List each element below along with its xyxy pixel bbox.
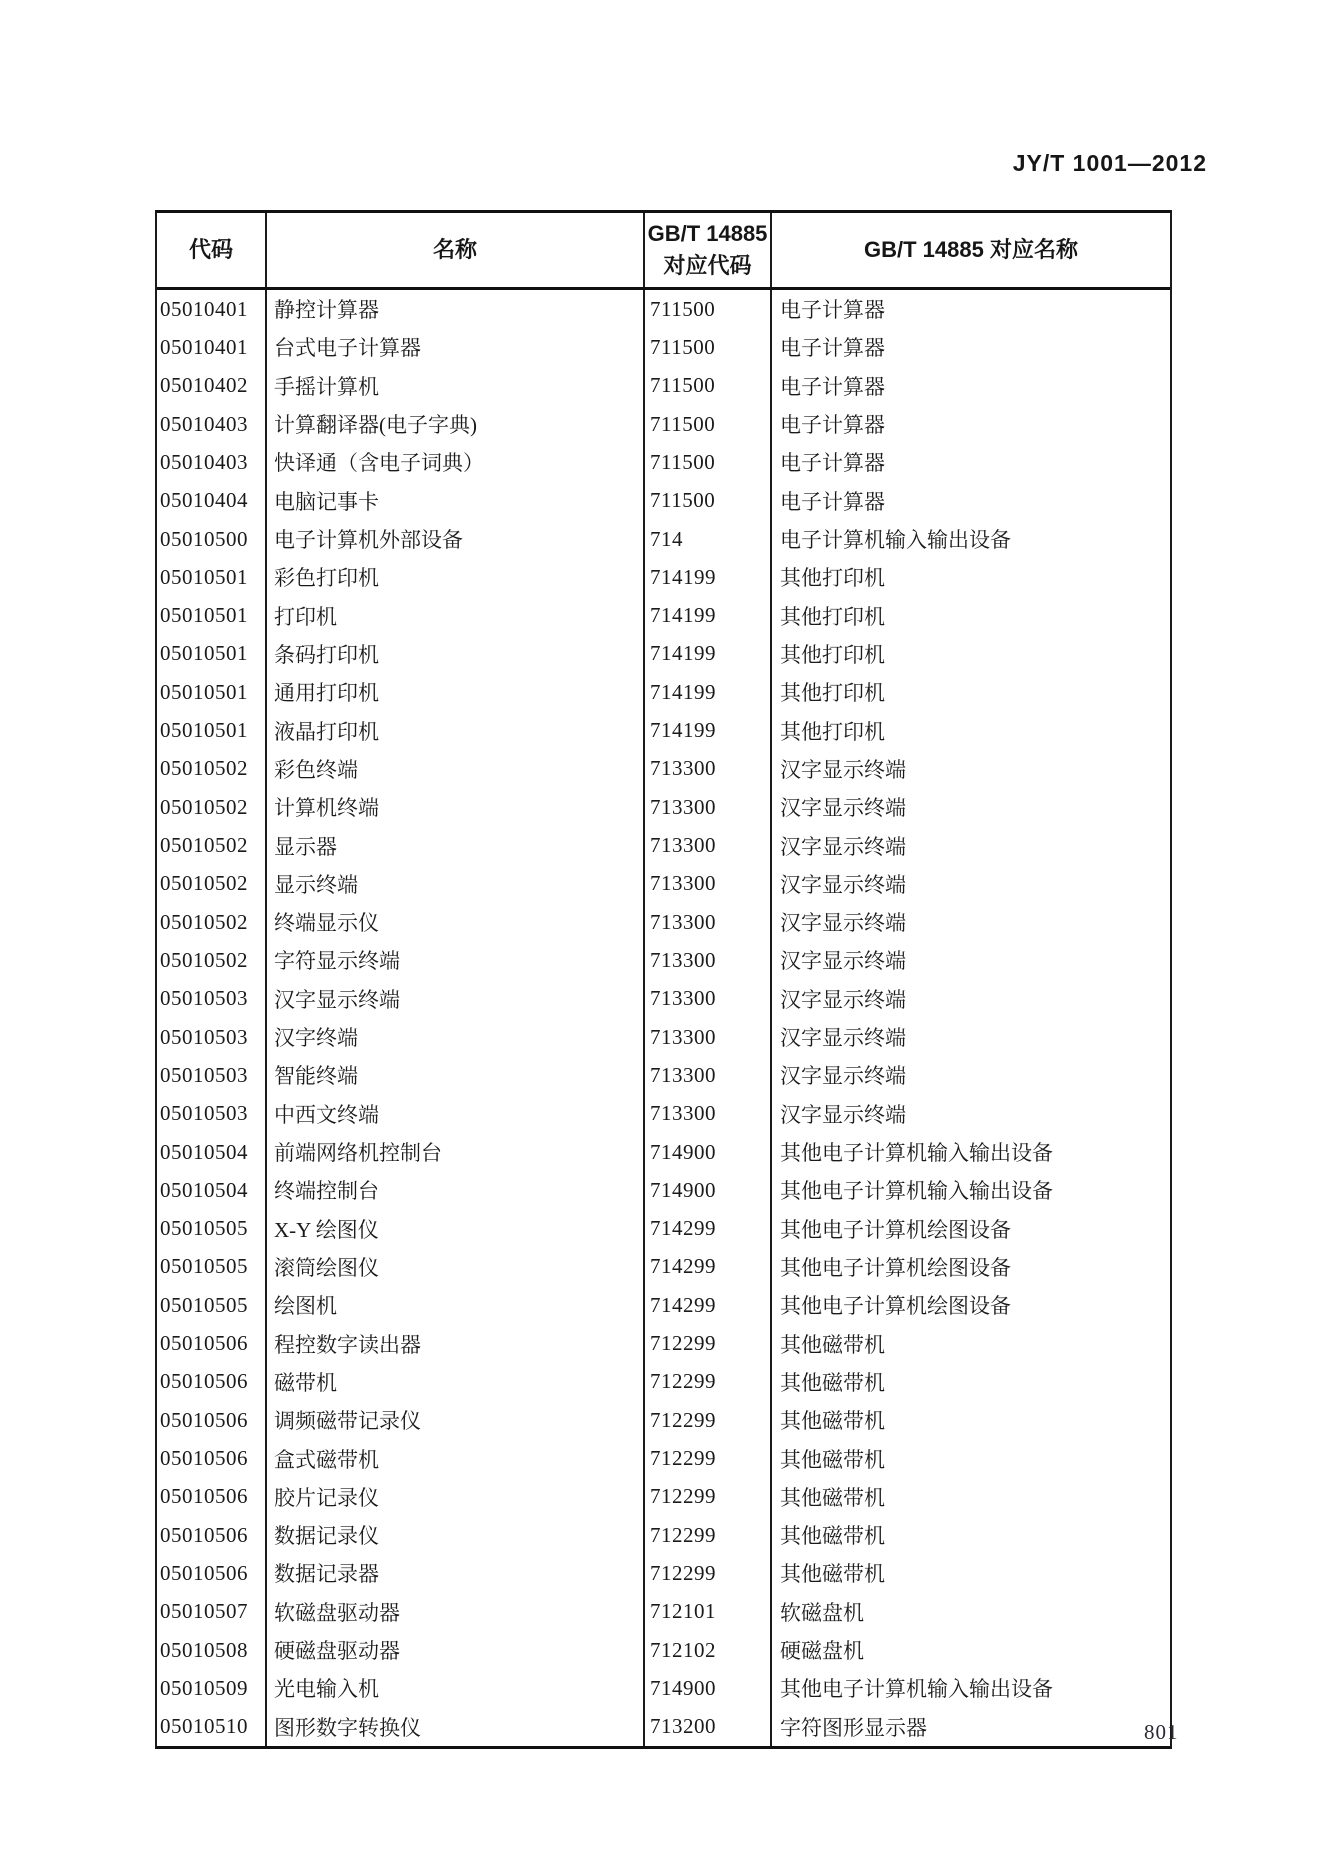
table-row [157, 903, 1170, 941]
cell-gbt-code: 714199 [645, 673, 772, 711]
table-row [157, 1631, 1170, 1669]
cell-gbt-code: 713300 [645, 1095, 772, 1133]
header-gbt-code [645, 213, 772, 287]
cell-code: 05010506 [157, 1439, 267, 1477]
cell-gbt-code: 713300 [645, 750, 772, 788]
cell-code: 05010501 [157, 711, 267, 749]
cell-code: 05010403 [157, 443, 267, 481]
cell-gbt-name: 其他打印机 [780, 719, 885, 744]
cell-name: 数据记录器 [267, 1554, 645, 1592]
cell-name: 图形数字转换仪 [267, 1708, 645, 1746]
cell-name: 终端控制台 [267, 1171, 645, 1209]
cell-name: 滚筒绘图仪 [267, 1248, 645, 1286]
cell-name: 彩色终端 [267, 750, 645, 788]
cell-gbt-code: 711500 [645, 328, 772, 366]
header-gbt-name: GB/T 14885 对应名称 [864, 237, 1078, 262]
cell-gbt-name: 其他打印机 [780, 642, 885, 667]
cell-gbt-name: 其他电子计算机输入输出设备 [780, 1141, 1053, 1166]
table-row [157, 750, 1170, 788]
cell-name: 手摇计算机 [267, 367, 645, 405]
cell-gbt-name: 其他磁带机 [780, 1562, 885, 1587]
cell-gbt-code: 711500 [645, 482, 772, 520]
cell-name: X-Y 绘图仪 [267, 1210, 645, 1248]
cell-code: 05010504 [157, 1133, 267, 1171]
cell-gbt-name: 汉字显示终端 [780, 1026, 906, 1051]
cell-gbt-code: 712299 [645, 1516, 772, 1554]
cell-name: 程控数字读出器 [267, 1324, 645, 1362]
cell-name: 硬磁盘驱动器 [267, 1631, 645, 1669]
cell-code: 05010502 [157, 750, 267, 788]
cell-gbt-name: 其他磁带机 [780, 1332, 885, 1357]
table-row [157, 941, 1170, 979]
table-row [157, 597, 1170, 635]
cell-gbt-name: 汉字显示终端 [780, 834, 906, 859]
cell-name: 显示终端 [267, 865, 645, 903]
table-row [157, 1286, 1170, 1324]
cell-gbt-name: 汉字显示终端 [780, 987, 906, 1012]
cell-code: 05010505 [157, 1286, 267, 1324]
table-row [157, 1018, 1170, 1056]
cell-gbt-code: 712299 [645, 1554, 772, 1592]
cell-gbt-code: 714900 [645, 1171, 772, 1209]
table-row [157, 1401, 1170, 1439]
cell-gbt-name: 其他打印机 [780, 681, 885, 706]
cell-gbt-name: 其他磁带机 [780, 1524, 885, 1549]
header-name: 名称 [267, 213, 645, 287]
cell-code: 05010402 [157, 367, 267, 405]
table-row [157, 826, 1170, 864]
cell-gbt-name: 其他电子计算机绘图设备 [780, 1294, 1011, 1319]
cell-gbt-name: 其他磁带机 [780, 1485, 885, 1510]
table-row [157, 1554, 1170, 1592]
cell-name: 彩色打印机 [267, 558, 645, 596]
doc-number: JY/T 1001—2012 [1012, 150, 1207, 176]
cell-gbt-name: 电子计算器 [780, 374, 885, 399]
table-row [157, 1056, 1170, 1094]
cell-code: 05010506 [157, 1478, 267, 1516]
cell-gbt-name: 汉字显示终端 [780, 796, 906, 821]
cell-code: 05010502 [157, 941, 267, 979]
cell-gbt-name: 字符图形显示器 [780, 1715, 927, 1740]
cell-code: 05010503 [157, 1056, 267, 1094]
cell-code: 05010502 [157, 865, 267, 903]
table-row [157, 328, 1170, 366]
cell-code: 05010506 [157, 1363, 267, 1401]
cell-name: 计算机终端 [267, 788, 645, 826]
cell-gbt-name: 电子计算器 [780, 489, 885, 514]
cell-gbt-code: 713300 [645, 941, 772, 979]
cell-gbt-code: 714199 [645, 558, 772, 596]
cell-code: 05010506 [157, 1401, 267, 1439]
table-row [157, 1363, 1170, 1401]
cell-code: 05010502 [157, 903, 267, 941]
cell-name: 显示器 [267, 826, 645, 864]
table-row [157, 520, 1170, 558]
cell-gbt-name: 其他电子计算机绘图设备 [780, 1217, 1011, 1242]
cell-code: 05010510 [157, 1708, 267, 1746]
cell-gbt-name: 汉字显示终端 [780, 1064, 906, 1089]
cell-code: 05010503 [157, 1018, 267, 1056]
cell-name: 终端显示仪 [267, 903, 645, 941]
cell-gbt-code: 713300 [645, 903, 772, 941]
cell-name: 绘图机 [267, 1286, 645, 1324]
cell-name: 中西文终端 [267, 1095, 645, 1133]
cell-name: 计算翻译器(电子字典) [267, 405, 645, 443]
header-gbt-code-line1: GB/T 14885 [647, 221, 768, 246]
cell-code: 05010506 [157, 1324, 267, 1362]
cell-gbt-code: 712101 [645, 1593, 772, 1631]
table-row [157, 980, 1170, 1018]
cell-name: 汉字终端 [267, 1018, 645, 1056]
table-row [157, 1324, 1170, 1362]
cell-gbt-code: 713300 [645, 788, 772, 826]
cell-gbt-name: 其他打印机 [780, 566, 885, 591]
cell-code: 05010503 [157, 1095, 267, 1133]
cell-gbt-name: 其他电子计算机绘图设备 [780, 1255, 1011, 1280]
table-row [157, 1095, 1170, 1133]
table-row [157, 1669, 1170, 1707]
table-row [157, 1210, 1170, 1248]
code-mapping-table [155, 210, 1172, 1749]
table-row [157, 405, 1170, 443]
cell-gbt-code: 713200 [645, 1708, 772, 1746]
cell-name: 软磁盘驱动器 [267, 1593, 645, 1631]
cell-gbt-code: 713300 [645, 826, 772, 864]
cell-code: 05010504 [157, 1171, 267, 1209]
cell-gbt-name: 电子计算器 [780, 451, 885, 476]
cell-gbt-code: 713300 [645, 1056, 772, 1094]
cell-gbt-name: 电子计算器 [780, 413, 885, 438]
cell-code: 05010404 [157, 482, 267, 520]
header-gbt-code-line2: 对应代码 [663, 253, 752, 278]
header-code: 代码 [157, 213, 267, 287]
table-row [157, 1171, 1170, 1209]
cell-name: 条码打印机 [267, 635, 645, 673]
cell-gbt-code: 712299 [645, 1401, 772, 1439]
cell-name: 快译通（含电子词典） [267, 443, 645, 481]
cell-gbt-code: 714900 [645, 1669, 772, 1707]
table-row [157, 1133, 1170, 1171]
table-row [157, 865, 1170, 903]
cell-name: 盒式磁带机 [267, 1439, 645, 1477]
cell-name: 光电输入机 [267, 1669, 645, 1707]
page-number: 801 [1144, 1720, 1179, 1744]
cell-gbt-name: 其他电子计算机输入输出设备 [780, 1677, 1053, 1702]
cell-gbt-code: 714900 [645, 1133, 772, 1171]
cell-gbt-code: 711500 [645, 405, 772, 443]
table-row [157, 1248, 1170, 1286]
cell-code: 05010501 [157, 673, 267, 711]
cell-name: 胶片记录仪 [267, 1478, 645, 1516]
cell-code: 05010506 [157, 1516, 267, 1554]
cell-gbt-name: 其他磁带机 [780, 1447, 885, 1472]
cell-gbt-name: 硬磁盘机 [780, 1639, 864, 1664]
cell-gbt-name: 其他磁带机 [780, 1409, 885, 1434]
cell-gbt-code: 714199 [645, 635, 772, 673]
cell-gbt-code: 713300 [645, 980, 772, 1018]
cell-code: 05010502 [157, 826, 267, 864]
cell-gbt-code: 714299 [645, 1286, 772, 1324]
table-body [157, 290, 1170, 1746]
cell-code: 05010509 [157, 1669, 267, 1707]
table-row [157, 558, 1170, 596]
table-row [157, 1708, 1170, 1746]
table-row [157, 788, 1170, 826]
cell-gbt-name: 汉字显示终端 [780, 949, 906, 974]
cell-gbt-code: 712299 [645, 1439, 772, 1477]
cell-gbt-code: 713300 [645, 865, 772, 903]
cell-gbt-code: 714199 [645, 597, 772, 635]
table-row [157, 482, 1170, 520]
cell-gbt-code: 712299 [645, 1478, 772, 1516]
cell-name: 磁带机 [267, 1363, 645, 1401]
cell-code: 05010401 [157, 290, 267, 328]
cell-gbt-code: 712102 [645, 1631, 772, 1669]
cell-gbt-name: 其他打印机 [780, 604, 885, 629]
cell-gbt-code: 711500 [645, 290, 772, 328]
cell-gbt-code: 714299 [645, 1248, 772, 1286]
cell-name: 液晶打印机 [267, 711, 645, 749]
cell-gbt-code: 712299 [645, 1324, 772, 1362]
cell-gbt-code: 714 [645, 520, 772, 558]
cell-name: 电子计算机外部设备 [267, 520, 645, 558]
table-row [157, 290, 1170, 328]
cell-code: 05010501 [157, 635, 267, 673]
table-row [157, 673, 1170, 711]
cell-name: 汉字显示终端 [267, 980, 645, 1018]
table-row [157, 443, 1170, 481]
cell-gbt-name: 电子计算机输入输出设备 [780, 528, 1011, 553]
cell-name: 调频磁带记录仪 [267, 1401, 645, 1439]
cell-code: 05010501 [157, 558, 267, 596]
cell-gbt-code: 713300 [645, 1018, 772, 1056]
cell-gbt-name: 汉字显示终端 [780, 911, 906, 936]
cell-name: 打印机 [267, 597, 645, 635]
table-row [157, 1478, 1170, 1516]
table-row [157, 1593, 1170, 1631]
cell-code: 05010502 [157, 788, 267, 826]
cell-gbt-code: 714199 [645, 711, 772, 749]
cell-name: 字符显示终端 [267, 941, 645, 979]
cell-gbt-code: 714299 [645, 1210, 772, 1248]
cell-code: 05010508 [157, 1631, 267, 1669]
cell-gbt-code: 711500 [645, 367, 772, 405]
cell-code: 05010505 [157, 1248, 267, 1286]
cell-code: 05010501 [157, 597, 267, 635]
cell-code: 05010401 [157, 328, 267, 366]
cell-gbt-name: 其他磁带机 [780, 1370, 885, 1395]
cell-gbt-name: 软磁盘机 [780, 1600, 864, 1625]
cell-gbt-code: 711500 [645, 443, 772, 481]
cell-gbt-name: 电子计算器 [780, 298, 885, 323]
table-row [157, 711, 1170, 749]
cell-code: 05010505 [157, 1210, 267, 1248]
cell-name: 电脑记事卡 [267, 482, 645, 520]
cell-code: 05010500 [157, 520, 267, 558]
cell-gbt-name: 其他电子计算机输入输出设备 [780, 1179, 1053, 1204]
cell-gbt-name: 汉字显示终端 [780, 757, 906, 782]
table-row [157, 1516, 1170, 1554]
cell-gbt-name: 汉字显示终端 [780, 1102, 906, 1127]
cell-name: 数据记录仪 [267, 1516, 645, 1554]
cell-code: 05010503 [157, 980, 267, 1018]
cell-gbt-code: 712299 [645, 1363, 772, 1401]
cell-code: 05010403 [157, 405, 267, 443]
cell-code: 05010507 [157, 1593, 267, 1631]
cell-code: 05010506 [157, 1554, 267, 1592]
cell-name: 台式电子计算器 [267, 328, 645, 366]
cell-name: 前端网络机控制台 [267, 1133, 645, 1171]
cell-name: 智能终端 [267, 1056, 645, 1094]
cell-gbt-name: 电子计算器 [780, 336, 885, 361]
table-header-row [157, 213, 1170, 290]
table-row [157, 635, 1170, 673]
cell-gbt-name: 汉字显示终端 [780, 872, 906, 897]
cell-name: 静控计算器 [267, 290, 645, 328]
table-row [157, 367, 1170, 405]
cell-name: 通用打印机 [267, 673, 645, 711]
table-row [157, 1439, 1170, 1477]
